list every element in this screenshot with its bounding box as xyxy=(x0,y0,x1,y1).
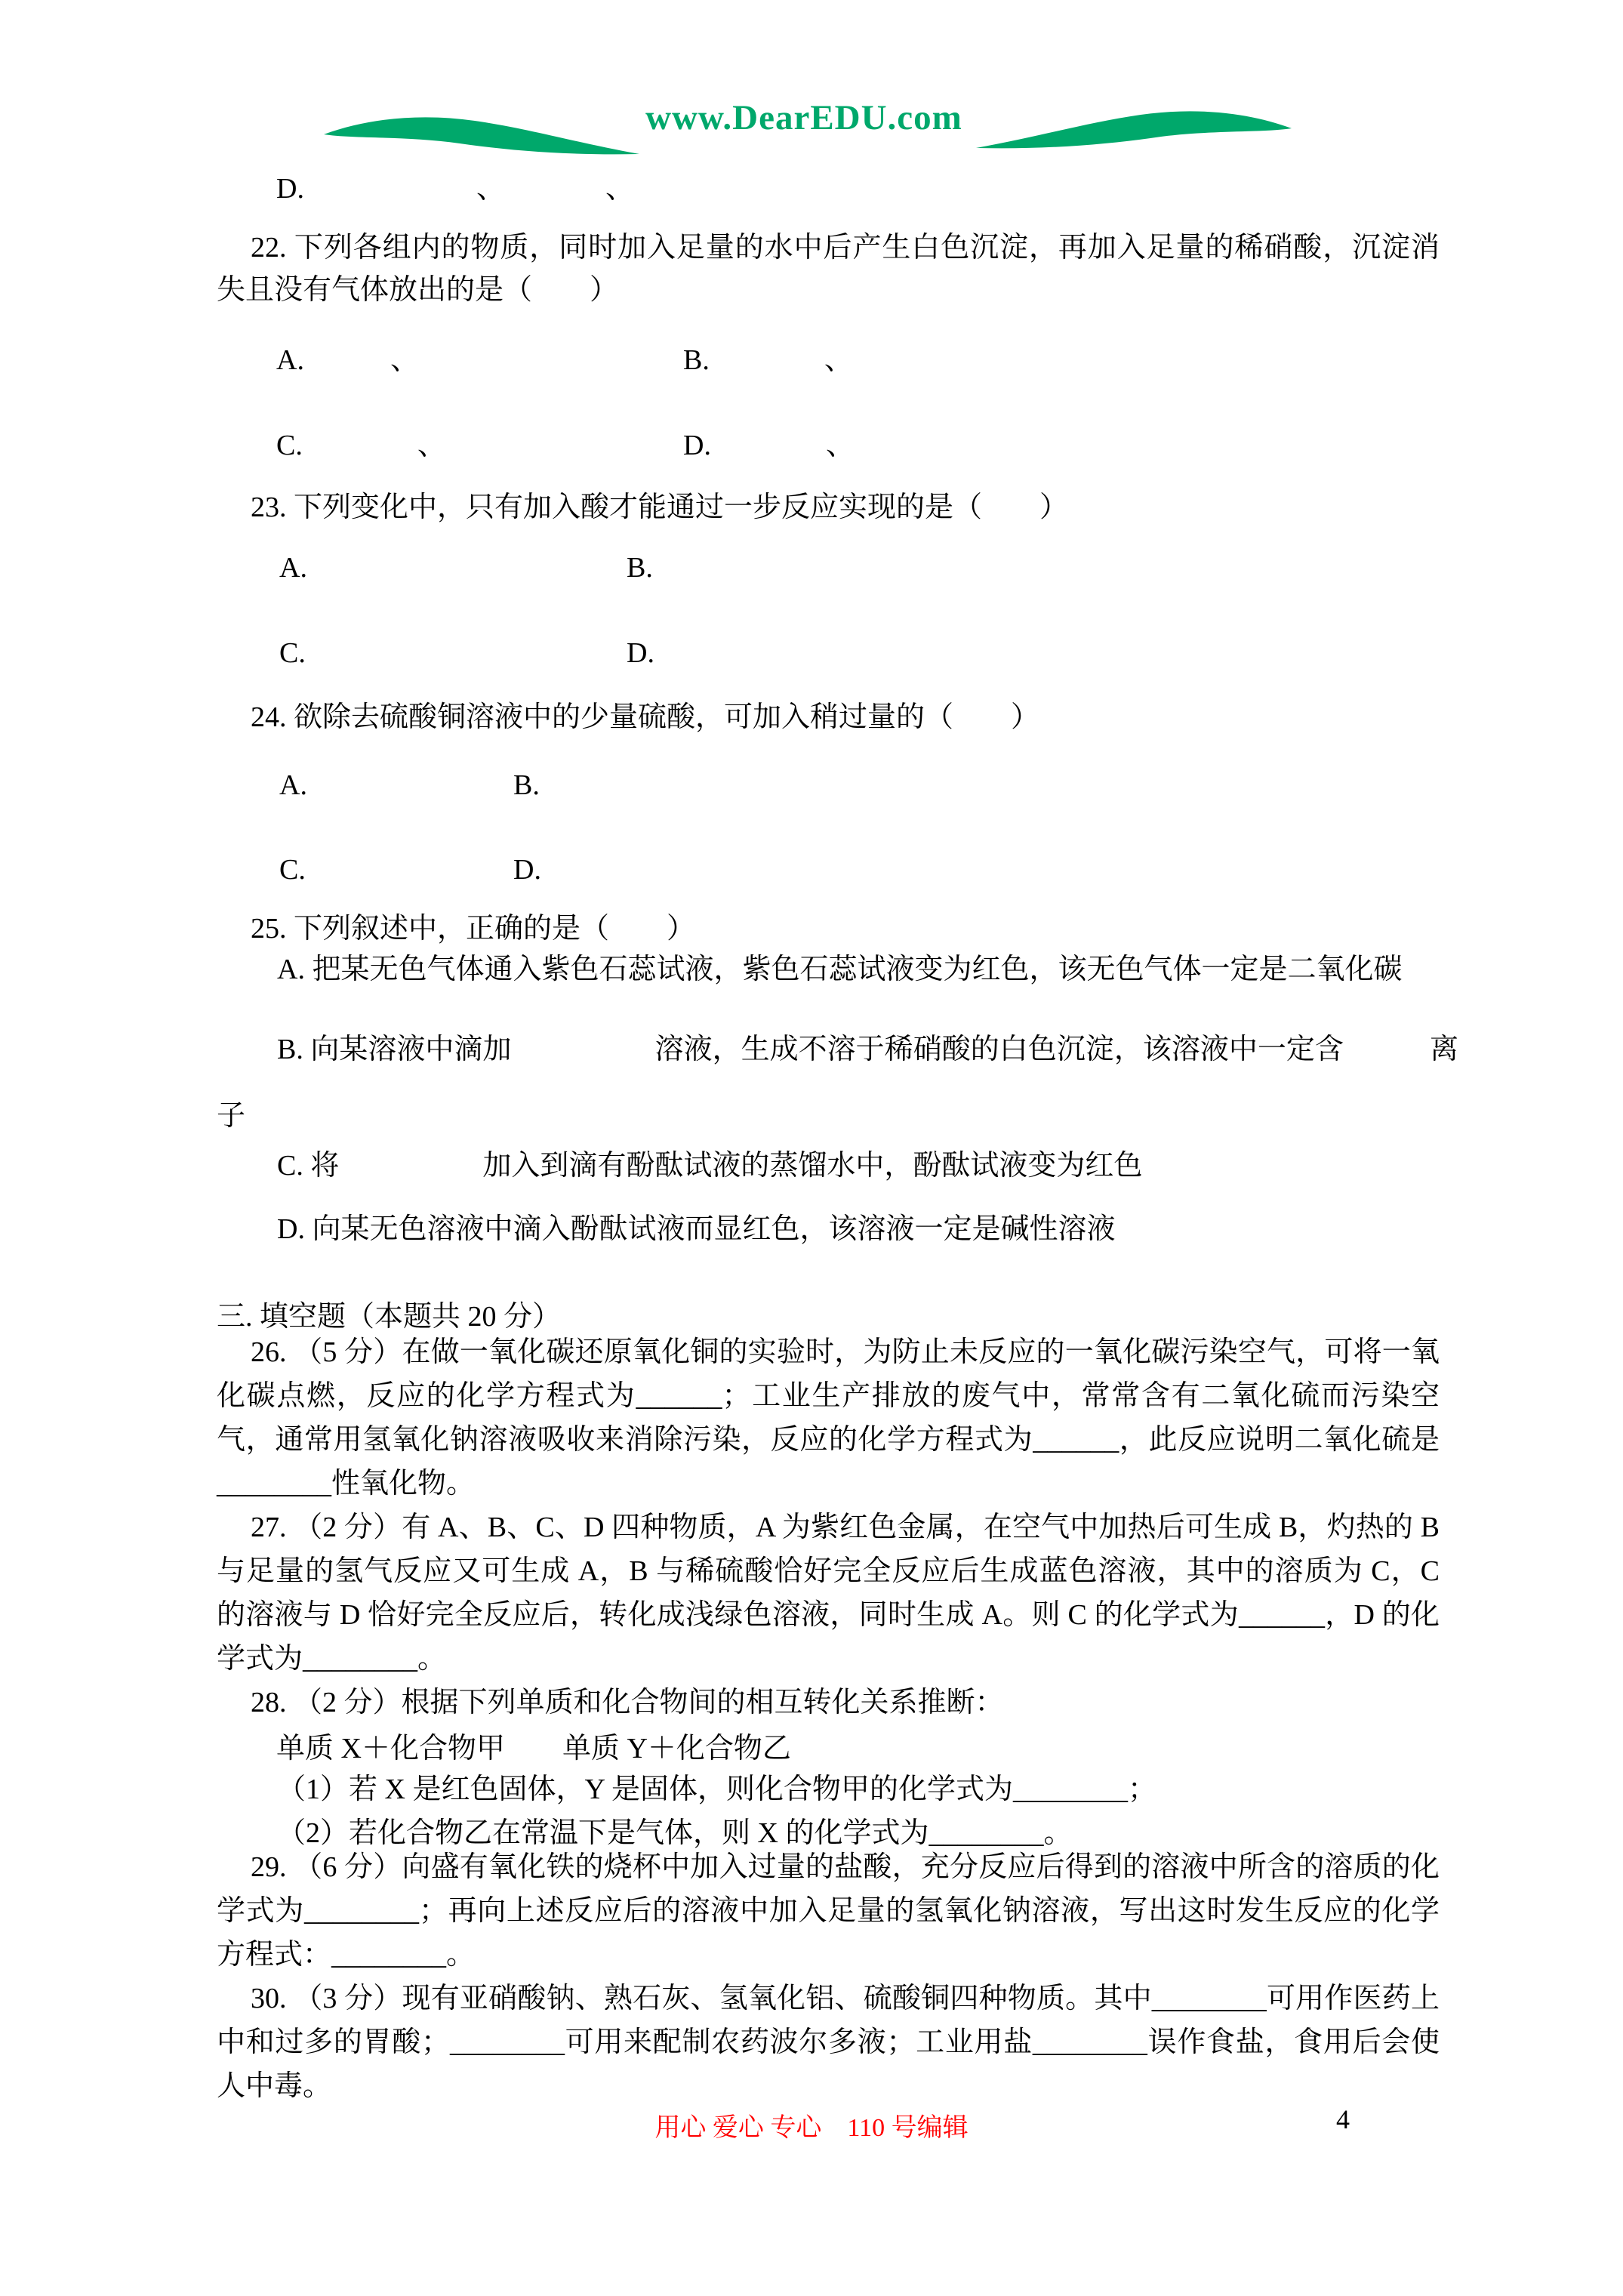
question-25-option-b: B. 向某溶液中滴加 溶液，生成不溶于稀硝酸的白色沉淀，该溶液中一定含 离子 xyxy=(217,1034,1458,1132)
question-22-option-d: D. 、 xyxy=(683,430,855,461)
logo-text: www.DearEDU.com xyxy=(645,98,962,137)
prev-question-option-d: D. 、 、 xyxy=(276,173,634,205)
question-28-sub-2: （2）若化合物乙在常温下是气体，则 X 的化学式为________。 xyxy=(277,1817,1073,1849)
question-25-option-a: A. 把某无色气体通入紫色石蕊试液，紫色石蕊试液变为红色，该无色气体一定是二氧化碳 xyxy=(277,954,1403,985)
dearedu-logo xyxy=(0,95,1623,157)
logo-left-swoosh-icon xyxy=(324,112,641,157)
logo-right-swoosh-icon xyxy=(967,106,1299,151)
question-22-option-b: B. 、 xyxy=(683,344,853,376)
question-22-option-a: A. 、 xyxy=(276,344,419,376)
question-23-option-b: B. xyxy=(627,552,653,584)
question-22-options-row-1 xyxy=(276,336,853,378)
question-26-paragraph: 26. （5 分）在做一氧化碳还原氧化铜的实验时，为防止未反应的一氧化碳污染空气，可将一氧化碳点燃，反应的化学方程式为______；工业生产排放的废气中，常常含有二氧化硫而污染空气，通常用氢氧化钠溶液吸收来消除污染，反应的化学方程式为______，此反应说明二氧化硫是________性氧化物。 xyxy=(217,1336,1440,1499)
question-28-sub-1: （1）若 X 是红色固体，Y 是固体，则化合物甲的化学式为________； xyxy=(277,1774,1156,1805)
question-23-option-d: D. xyxy=(627,637,654,669)
question-24-options-row-2 xyxy=(279,853,541,886)
section-3-heading: 三. 填空题（本题共 20 分） xyxy=(217,1301,562,1333)
question-22-options-row-2 xyxy=(276,421,855,463)
question-22-option-c: C. 、 xyxy=(276,430,446,461)
question-30-paragraph: 30. （3 分）现有亚硝酸钠、熟石灰、氢氧化铝、硫酸铜四种物质。其中________可用作医药上中和过多的胃酸；________可用来配制农药波尔多液；工业用盐________误作食盐，食用后会使人中毒。 xyxy=(217,1983,1440,2102)
question-28-head: 28. （2 分）根据下列单质和化合物间的相互转化关系推断： xyxy=(251,1687,1004,1718)
question-25-option-c: C. 将 加入到滴有酚酞试液的蒸馏水中，酚酞试液变为红色 xyxy=(277,1150,1143,1182)
question-23-option-c: C. xyxy=(279,637,306,669)
question-24-option-a: A. xyxy=(279,769,307,801)
question-24-options-row-1 xyxy=(279,769,540,802)
question-25-stem: 25. 下列叙述中，正确的是（ ） xyxy=(251,913,696,945)
question-25-option-d: D. 向某无色溶液中滴入酚酞试液而显红色，该溶液一定是碱性溶液 xyxy=(277,1213,1116,1245)
question-27-paragraph: 27. （2 分）有 A、B、C、D 四种物质，A 为紫红色金属，在空气中加热后可生成 B，灼热的 B 与足量的氢气反应又可生成 A，B 与稀硫酸恰好完全反应后生成蓝色溶液，其中的溶质为 C，C 的溶液与 D 恰好完全反应后，转化成浅绿色溶液，同时生成 A。则 C 的化学式为______，D 的化学式为________。 xyxy=(217,1512,1440,1675)
question-28-relation-line: 单质 X＋化合物甲 单质 Y＋化合物乙 xyxy=(276,1733,791,1764)
question-29-paragraph: 29. （6 分）向盛有氧化铁的烧杯中加入过量的盐酸，充分反应后得到的溶液中所含的溶质的化学式为________；再向上述反应后的溶液中加入足量的氢氧化钠溶液，写出这时发生反应的化学方程式：________。 xyxy=(217,1851,1440,1971)
question-24-option-b: B. xyxy=(513,769,540,801)
question-23-option-a: A. xyxy=(279,552,307,584)
question-24-option-c: C. xyxy=(279,854,306,886)
question-23-options-row-2 xyxy=(279,636,654,670)
question-24-stem: 24. 欲除去硫酸铜溶液中的少量硫酸，可加入稍过量的（ ） xyxy=(251,701,1040,733)
question-23-options-row-1 xyxy=(279,551,653,584)
question-24-option-d: D. xyxy=(513,854,541,886)
page-number: 4 xyxy=(1336,2104,1350,2134)
question-23-stem: 23. 下列变化中，只有加入酸才能通过一步反应实现的是（ ） xyxy=(251,492,1069,523)
question-22-stem: 22. 下列各组内的物质，同时加入足量的水中后产生白色沉淀，再加入足量的稀硝酸，沉淀消失且没有气体放出的是（ ） xyxy=(217,232,1440,306)
footer-slogan: 用心 爱心 专心 110 号编辑 xyxy=(654,2114,969,2142)
